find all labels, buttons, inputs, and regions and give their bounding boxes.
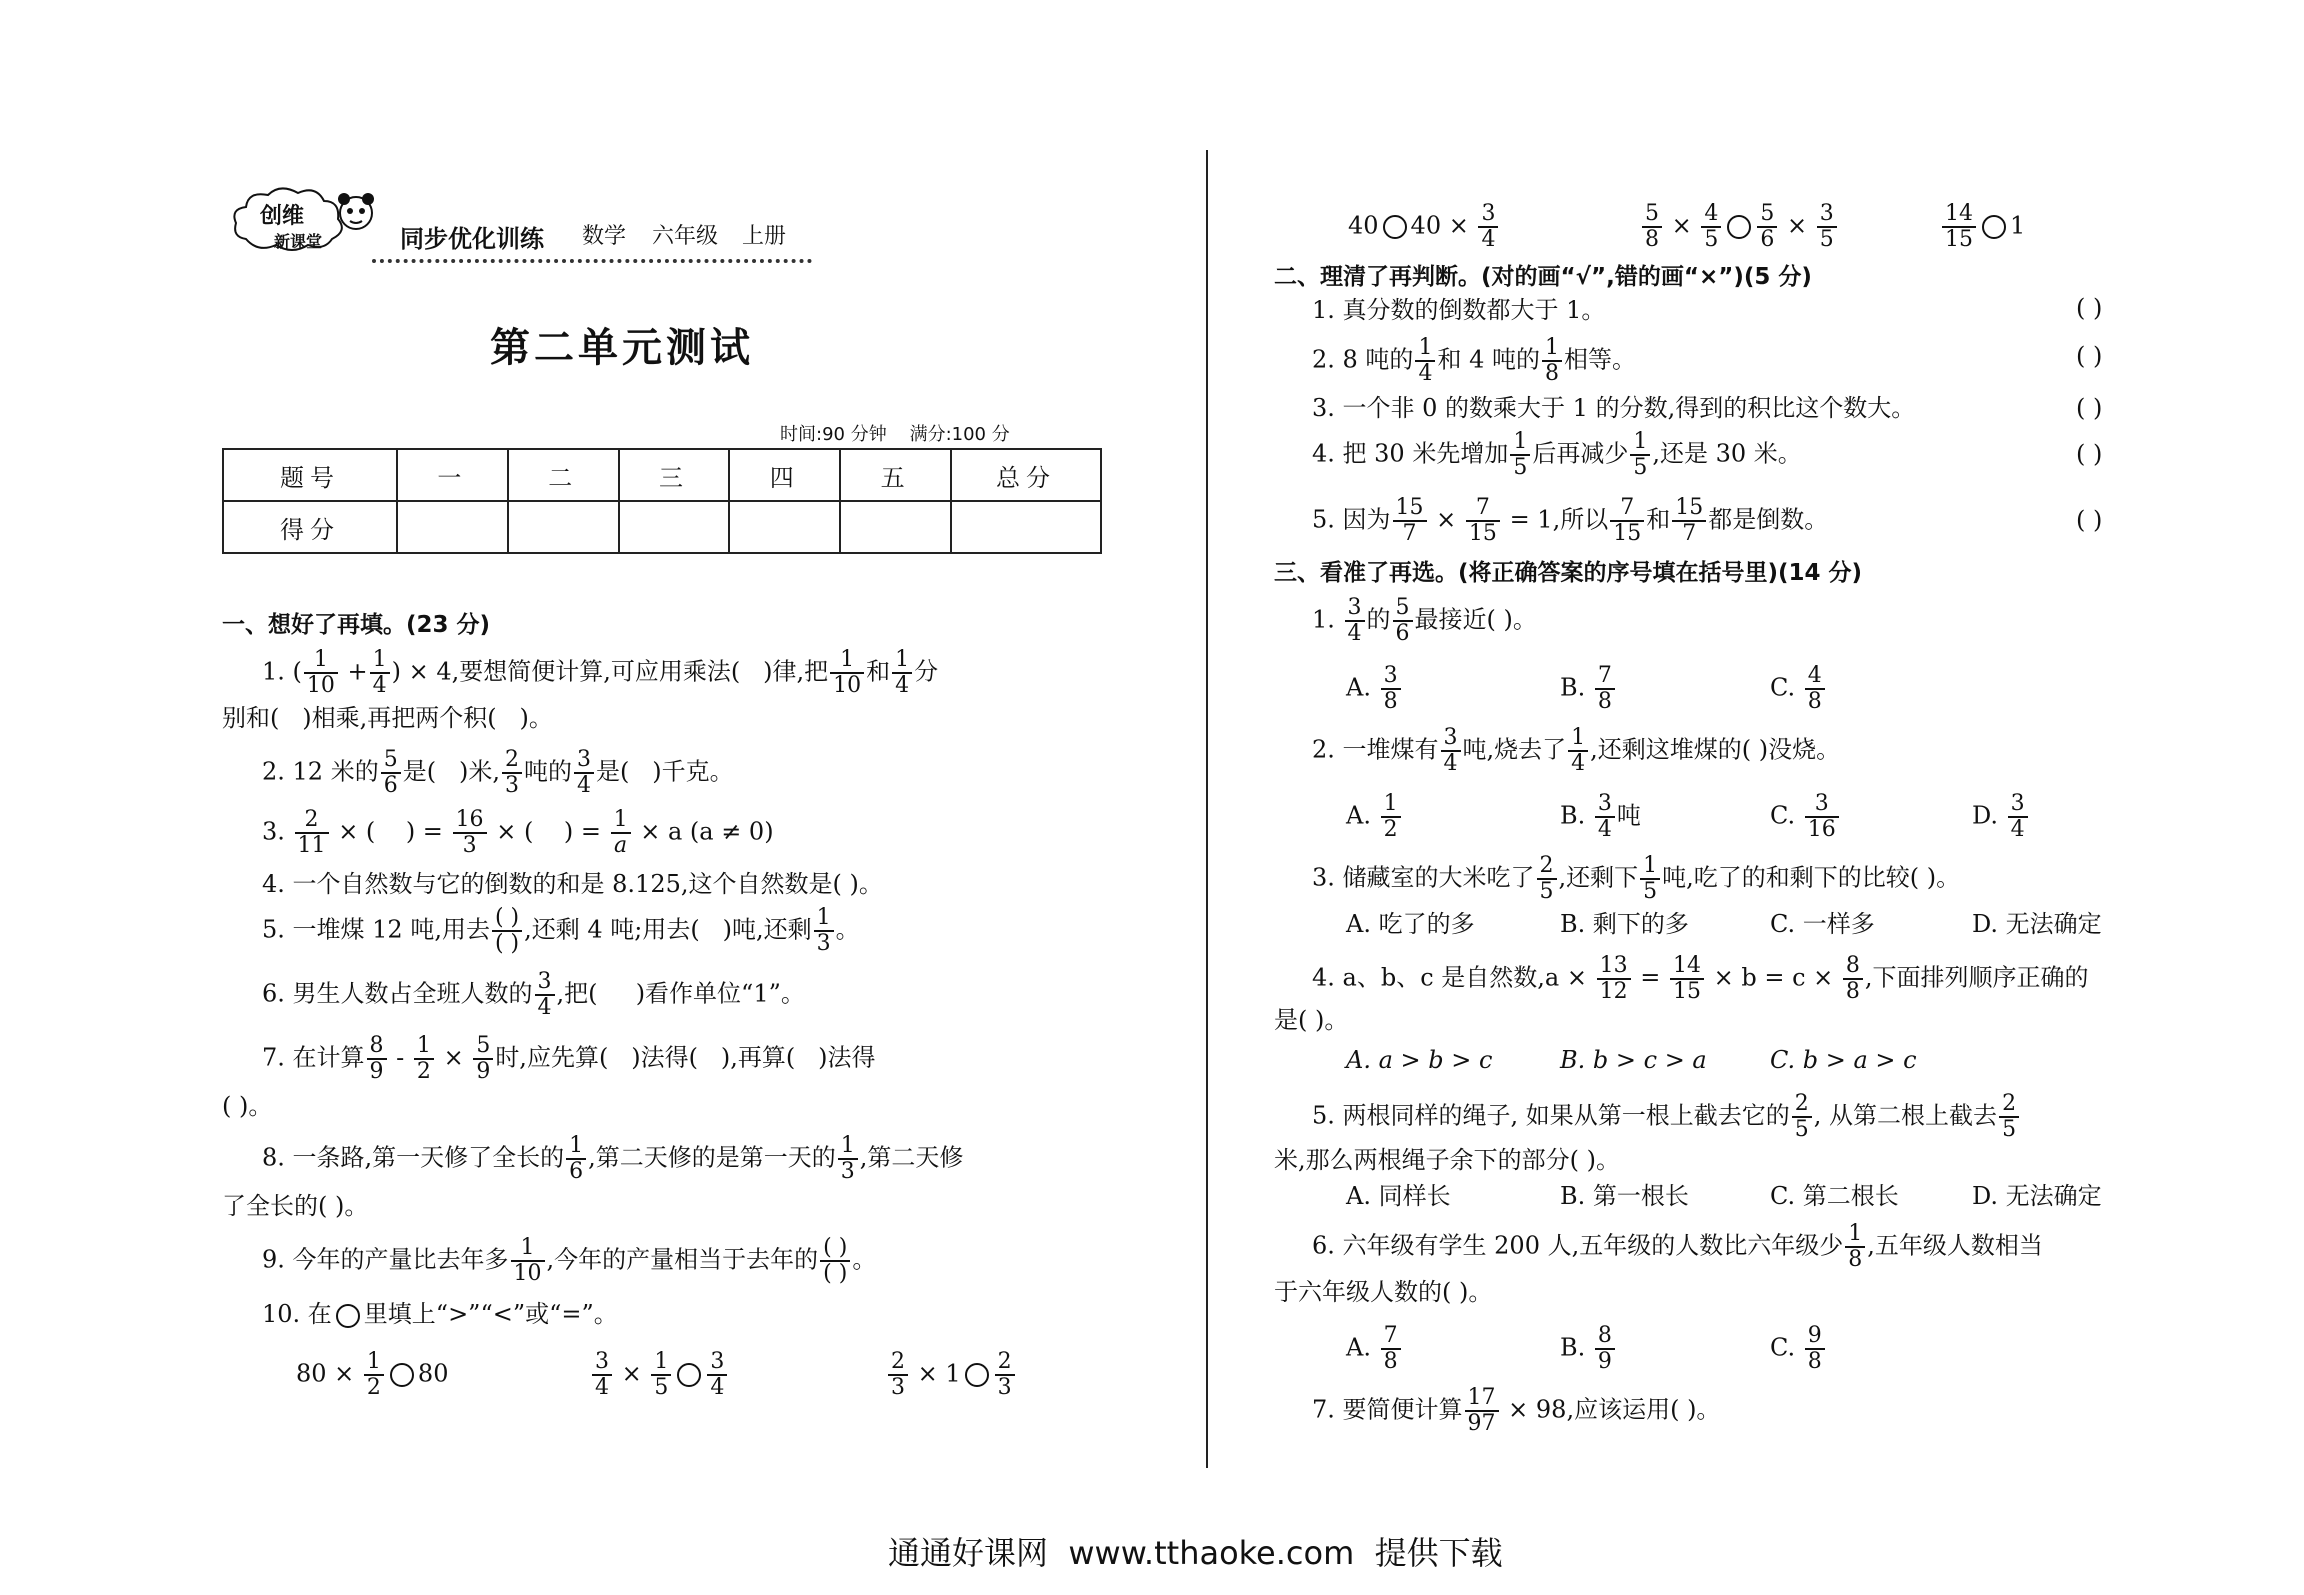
s2-answer-4[interactable]: ( ) xyxy=(2076,440,2103,468)
s2-question-5: 5. 因为 $\frac{15}{7}$ × $\frac{7}{15}$ = 1,所以 $\frac{7}{15}$ 和 $\frac{15}{7}$ 都是倒数。 xyxy=(1312,495,1829,546)
table-cell: 一 xyxy=(397,449,508,501)
s1-question-1: 1. ( $\frac{1}{10}$ + $\frac{1}{4}$ ) × 4,要想简便计算,可应用乘法( )律,把 $\frac{1}{10}$ 和 $\frac{1}{4}$ 分 xyxy=(262,647,939,698)
s3-q4-option-c[interactable]: C. b > a > c xyxy=(1770,1046,1917,1074)
score-cell[interactable] xyxy=(951,501,1101,553)
exam-time: 时间:90 分钟 xyxy=(780,424,887,445)
s3-question-3: 3. 储藏室的大米吃了 $\frac{2}{5}$ ,还剩下 $\frac{1}{5}$ 吨,吃了的和剩下的比较( )。 xyxy=(1312,853,1961,904)
table-cell: 得分 xyxy=(223,501,397,553)
s3-q2-option-d[interactable]: D. $\frac{3}{4}$ xyxy=(1972,792,2030,842)
s2-answer-3[interactable]: ( ) xyxy=(2076,394,2103,422)
s3-q1-option-b[interactable]: B. $\frac{7}{8}$ xyxy=(1560,664,1617,714)
footer-watermark: 通通好课网 www.tthaoke.com 提供下载 xyxy=(888,1534,1503,1572)
r-compare-2: $\frac{5}{8}$ × $\frac{4}{5}$ $\frac{5}{6}$ × $\frac{3}{5}$ xyxy=(1640,202,1839,252)
s3-q4-option-b[interactable]: B. b > c > a xyxy=(1560,1046,1707,1074)
series-name: 同步优化训练 xyxy=(400,225,544,253)
s2-answer-1[interactable]: ( ) xyxy=(2076,294,2103,322)
s3-q6-option-b[interactable]: B. $\frac{8}{9}$ xyxy=(1560,1324,1617,1374)
s3-q3-option-a[interactable]: A. 吃了的多 xyxy=(1346,910,1475,938)
s1-question-2: 2. 12 米的 $\frac{5}{6}$ 是( )米, $\frac{2}{3}$ 吨的 $\frac{3}{4}$ 是( )千克。 xyxy=(262,747,734,798)
fraction: $\frac{1}{10}$ xyxy=(830,648,864,698)
score-cell[interactable] xyxy=(619,501,730,553)
table-cell: 四 xyxy=(729,449,840,501)
s1-question-1-cont: 别和( )相乘,再把两个积( )。 xyxy=(222,704,553,732)
table-row xyxy=(223,449,1101,501)
s3-q6-option-a[interactable]: A. $\frac{7}{8}$ xyxy=(1346,1324,1403,1374)
s3-q3-option-d[interactable]: D. 无法确定 xyxy=(1972,910,2102,938)
section1-heading: 一、想好了再填。(23 分) xyxy=(222,612,491,638)
s3-q1-option-c[interactable]: C. $\frac{4}{8}$ xyxy=(1770,664,1827,714)
s3-question-4: 4. a、b、c 是自然数,a × $\frac{13}{12}$ = $\frac{14}{15}$ × b = c × $\frac{8}{8}$ ,下面排列顺序正确的 xyxy=(1312,953,2089,1004)
fraction: $\frac{1}{10}$ xyxy=(304,648,338,698)
s3-q2-option-b[interactable]: B. $\frac{3}{4}$ 吨 xyxy=(1560,791,1641,842)
table-row xyxy=(223,501,1101,553)
compare-circle-icon[interactable] xyxy=(390,1363,414,1387)
compare-circle-icon[interactable] xyxy=(677,1363,701,1387)
s3-q5-option-c[interactable]: C. 第二根长 xyxy=(1770,1182,1899,1210)
section2-heading: 二、理清了再判断。(对的画“√”,错的画“×”)(5 分) xyxy=(1274,264,1812,290)
grade: 六年级 xyxy=(652,224,719,249)
fraction: $\frac{1}{4}$ xyxy=(892,648,912,698)
compare-circle-icon[interactable] xyxy=(1383,215,1407,239)
s3-q3-option-c[interactable]: C. 一样多 xyxy=(1770,910,1875,938)
table-cell: 三 xyxy=(619,449,730,501)
s2-question-2: 2. 8 吨的 $\frac{1}{4}$ 和 4 吨的 $\frac{1}{8}$ 相等。 xyxy=(1312,335,1636,386)
table-cell: 题号 xyxy=(223,449,397,501)
s3-q1-option-a[interactable]: A. $\frac{3}{8}$ xyxy=(1346,664,1403,714)
s3-question-6-cont: 于六年级人数的( )。 xyxy=(1274,1278,1493,1306)
exam-meta xyxy=(780,420,1010,446)
logo-text-1: 创维 xyxy=(260,204,305,229)
s1-question-4: 4. 一个自然数与它的倒数的和是 8.125,这个自然数是( )。 xyxy=(262,870,883,898)
s1-question-7-cont: ( )。 xyxy=(222,1092,273,1120)
s3-question-5-cont: 米,那么两根绳子余下的部分( )。 xyxy=(1274,1146,1620,1174)
score-cell[interactable] xyxy=(729,501,840,553)
s3-q3-option-b[interactable]: B. 剩下的多 xyxy=(1560,910,1689,938)
header xyxy=(222,175,832,275)
s3-question-7: 7. 要简便计算 $\frac{17}{97}$ × 98,应该运用( )。 xyxy=(1312,1385,1721,1436)
s3-q4-option-a[interactable]: A. a > b > c xyxy=(1346,1046,1493,1074)
s1-compare-3: $\frac{2}{3}$ × 1 $\frac{2}{3}$ xyxy=(886,1350,1017,1400)
s1-question-8-cont: 了全长的( )。 xyxy=(222,1192,369,1220)
subject: 数学 xyxy=(582,224,627,249)
s3-question-4-cont: 是( )。 xyxy=(1274,1006,1349,1034)
s3-q5-option-d[interactable]: D. 无法确定 xyxy=(1972,1182,2102,1210)
s1-question-9: 9. 今年的产量比去年多 $\frac{1}{10}$ ,今年的产量相当于去年的 $\frac{( )}{( )}$ 。 xyxy=(262,1235,877,1286)
compare-circle-icon[interactable] xyxy=(1727,215,1751,239)
logo-text-2: 新课堂 xyxy=(274,232,323,251)
dotted-rule xyxy=(372,259,812,263)
s2-answer-2[interactable]: ( ) xyxy=(2076,342,2103,370)
table-cell: 五 xyxy=(840,449,951,501)
s3-question-6: 6. 六年级有学生 200 人,五年级的人数比六年级少 $\frac{1}{8}$ ,五年级人数相当 xyxy=(1312,1221,2043,1272)
s2-question-1: 1. 真分数的倒数都大于 1。 xyxy=(1312,296,1606,324)
table-cell: 二 xyxy=(508,449,619,501)
s3-q2-option-a[interactable]: A. $\frac{1}{2}$ xyxy=(1346,792,1403,842)
s3-question-5: 5. 两根同样的绳子, 如果从第一根上截去它的 $\frac{2}{5}$ , 从第二根上截去 $\frac{2}{5}$ xyxy=(1312,1092,2021,1142)
compare-circle-icon[interactable] xyxy=(965,1363,989,1387)
compare-circle-icon[interactable] xyxy=(1982,215,2006,239)
s1-question-7: 7. 在计算 $\frac{8}{9}$ - $\frac{1}{2}$ × $\frac{5}{9}$ 时,应先算( )法得( ),再算( )法得 xyxy=(262,1033,876,1084)
section3-heading: 三、看准了再选。(将正确答案的序号填在括号里)(14 分) xyxy=(1274,560,1863,586)
fraction: $\frac{1}{4}$ xyxy=(370,648,390,698)
score-cell[interactable] xyxy=(840,501,951,553)
s1-question-5: 5. 一堆煤 12 吨,用去 $\frac{( )}{( )}$ ,还剩 4 吨;用去( )吨,还剩 $\frac{1}{3}$ 。 xyxy=(262,905,860,956)
s2-question-3: 3. 一个非 0 的数乘大于 1 的分数,得到的积比这个数大。 xyxy=(1312,394,1916,422)
score-table xyxy=(222,448,1102,554)
s2-answer-5[interactable]: ( ) xyxy=(2076,506,2103,534)
score-cell[interactable] xyxy=(397,501,508,553)
s1-question-10: 10. 在 里填上“>”“<”或“=”。 xyxy=(262,1300,618,1328)
column-divider xyxy=(1206,150,1208,1468)
r-compare-1: 40 40 × $\frac{3}{4}$ xyxy=(1348,202,1500,252)
compare-circle-icon xyxy=(336,1304,360,1328)
s3-q5-option-b[interactable]: B. 第一根长 xyxy=(1560,1182,1689,1210)
s1-compare-2: $\frac{3}{4}$ × $\frac{1}{5}$ $\frac{3}{4}$ xyxy=(590,1350,729,1400)
volume: 上册 xyxy=(742,224,787,249)
page-title: 第二单元测试 xyxy=(490,325,754,371)
s3-question-2: 2. 一堆煤有 $\frac{3}{4}$ 吨,烧去了 $\frac{1}{4}$ ,还剩这堆煤的( )没烧。 xyxy=(1312,725,1841,776)
s3-q2-option-c[interactable]: C. $\frac{3}{16}$ xyxy=(1770,792,1841,842)
r-compare-3: $\frac{14}{15}$ 1 xyxy=(1940,202,2025,252)
brand-logo xyxy=(228,179,378,259)
s3-q5-option-a[interactable]: A. 同样长 xyxy=(1346,1182,1451,1210)
score-cell[interactable] xyxy=(508,501,619,553)
exam-full-score: 满分:100 分 xyxy=(909,424,1010,445)
s1-question-6: 6. 男生人数占全班人数的 $\frac{3}{4}$ ,把( )看作单位“1”。 xyxy=(262,969,805,1020)
s3-question-1: 1. $\frac{3}{4}$ 的 $\frac{5}{6}$ 最接近( )。 xyxy=(1312,595,1537,646)
s1-question-3: 3. $\frac{2}{11}$ × ( ) = $\frac{16}{3}$ × ( ) = $\frac{1}{a}$ × a (a ≠ 0) xyxy=(262,807,774,858)
s1-question-8: 8. 一条路,第一天修了全长的 $\frac{1}{6}$ ,第二天修的是第一天的 $\frac{1}{3}$ ,第二天修 xyxy=(262,1133,964,1184)
table-cell: 总分 xyxy=(951,449,1101,501)
s1-compare-1: 80 × $\frac{1}{2}$ 80 xyxy=(296,1349,449,1400)
s2-question-4: 4. 把 30 米先增加 $\frac{1}{5}$ 后再减少 $\frac{1}{5}$ ,还是 30 米。 xyxy=(1312,429,1802,480)
s3-q6-option-c[interactable]: C. $\frac{9}{8}$ xyxy=(1770,1324,1827,1374)
